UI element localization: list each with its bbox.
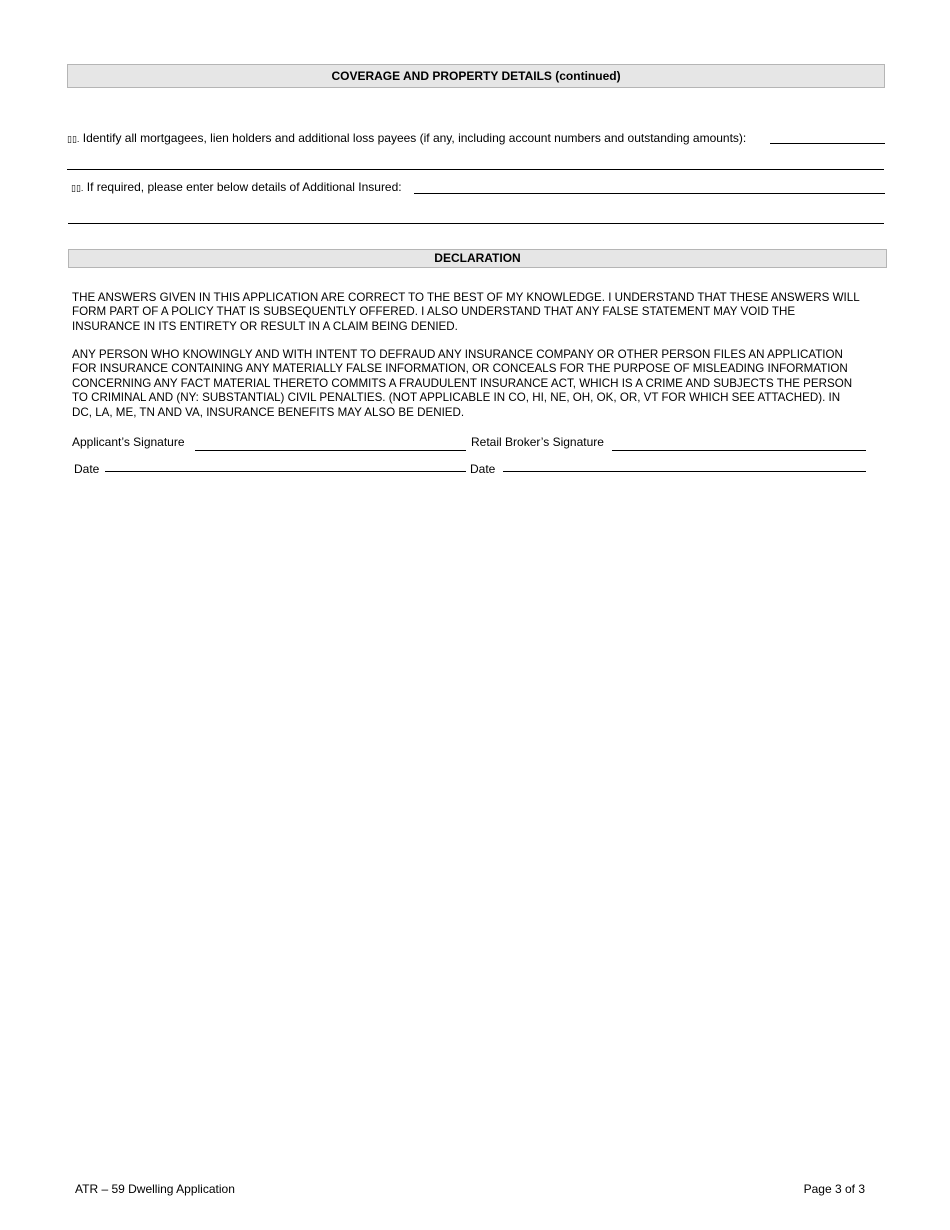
applicant-date-label: Date [74,462,100,476]
broker-date-line[interactable] [503,471,866,472]
declaration-paragraph-1: THE ANSWERS GIVEN IN THIS APPLICATION ARE CORRECT TO THE BEST OF MY KNOWLEDGE. I UNDERSTAND THAT THESE ANSWERS WILL FORM PART OF A POLICY THAT IS SUBSEQUENTLY OFFERED. I ALSO UNDERSTAND THAT ANY FALSE STATEMENT MAY VOID THE INSURANCE IN ITS ENTIRETY OR RESULT IN A CLAIM BEING DENIED. [72,291,860,333]
footer-page-number: Page 3 of 3 [803,1182,865,1196]
additional-insured-answer-line-2[interactable] [68,223,884,224]
mortgagees-answer-line-2[interactable] [67,169,884,170]
question-number: ▯▯. [71,183,84,193]
applicant-date-line[interactable] [105,471,466,472]
declaration-paragraph-2: ANY PERSON WHO KNOWINGLY AND WITH INTENT TO DEFRAUD ANY INSURANCE COMPANY OR OTHER PERSON FILES AN APPLICATION FOR INSURANCE CONTAINING ANY MATERIALLY FALSE INFORMATION, OR CONCEALS FOR THE PURPOSE OF MISLEADING INFORMATION CONCERNING ANY FACT MATERIAL THERETO COMMITS A FRAUDULENT INSURANCE ACT, WHICH IS A CRIME AND SUBJECTS THE PERSON TO CRIMINAL AND (NY: SUBSTANTIAL) CIVIL PENALTIES. (NOT APPLICABLE IN CO, HI, NE, OH, OK, OR, VT FOR WHICH SEE ATTACHED). IN DC, LA, ME, TN AND VA, INSURANCE BENEFITS MAY ALSO BE DENIED. [72,348,853,419]
mortgagees-answer-line[interactable] [770,143,885,144]
question-mortgagees [67,131,746,145]
question-text: If required, please enter below details of Additional Insured: [86,180,402,194]
declaration-section-header: DECLARATION [68,249,887,268]
question-additional-insured [71,180,402,194]
broker-signature-label: Retail Broker’s Signature [471,435,604,449]
applicant-signature-line[interactable] [195,450,466,451]
question-text: Identify all mortgagees, lien holders and additional loss payees (if any, including account numbers and outstanding amounts): [82,131,747,145]
additional-insured-answer-line[interactable] [414,193,885,194]
applicant-signature-label: Applicant’s Signature [72,435,185,449]
broker-date-label: Date [470,462,496,476]
broker-signature-line[interactable] [612,450,866,451]
question-number: ▯▯. [67,134,80,144]
footer-form-name: ATR – 59 Dwelling Application [75,1182,235,1196]
coverage-section-header: COVERAGE AND PROPERTY DETAILS (continued) [67,64,885,88]
